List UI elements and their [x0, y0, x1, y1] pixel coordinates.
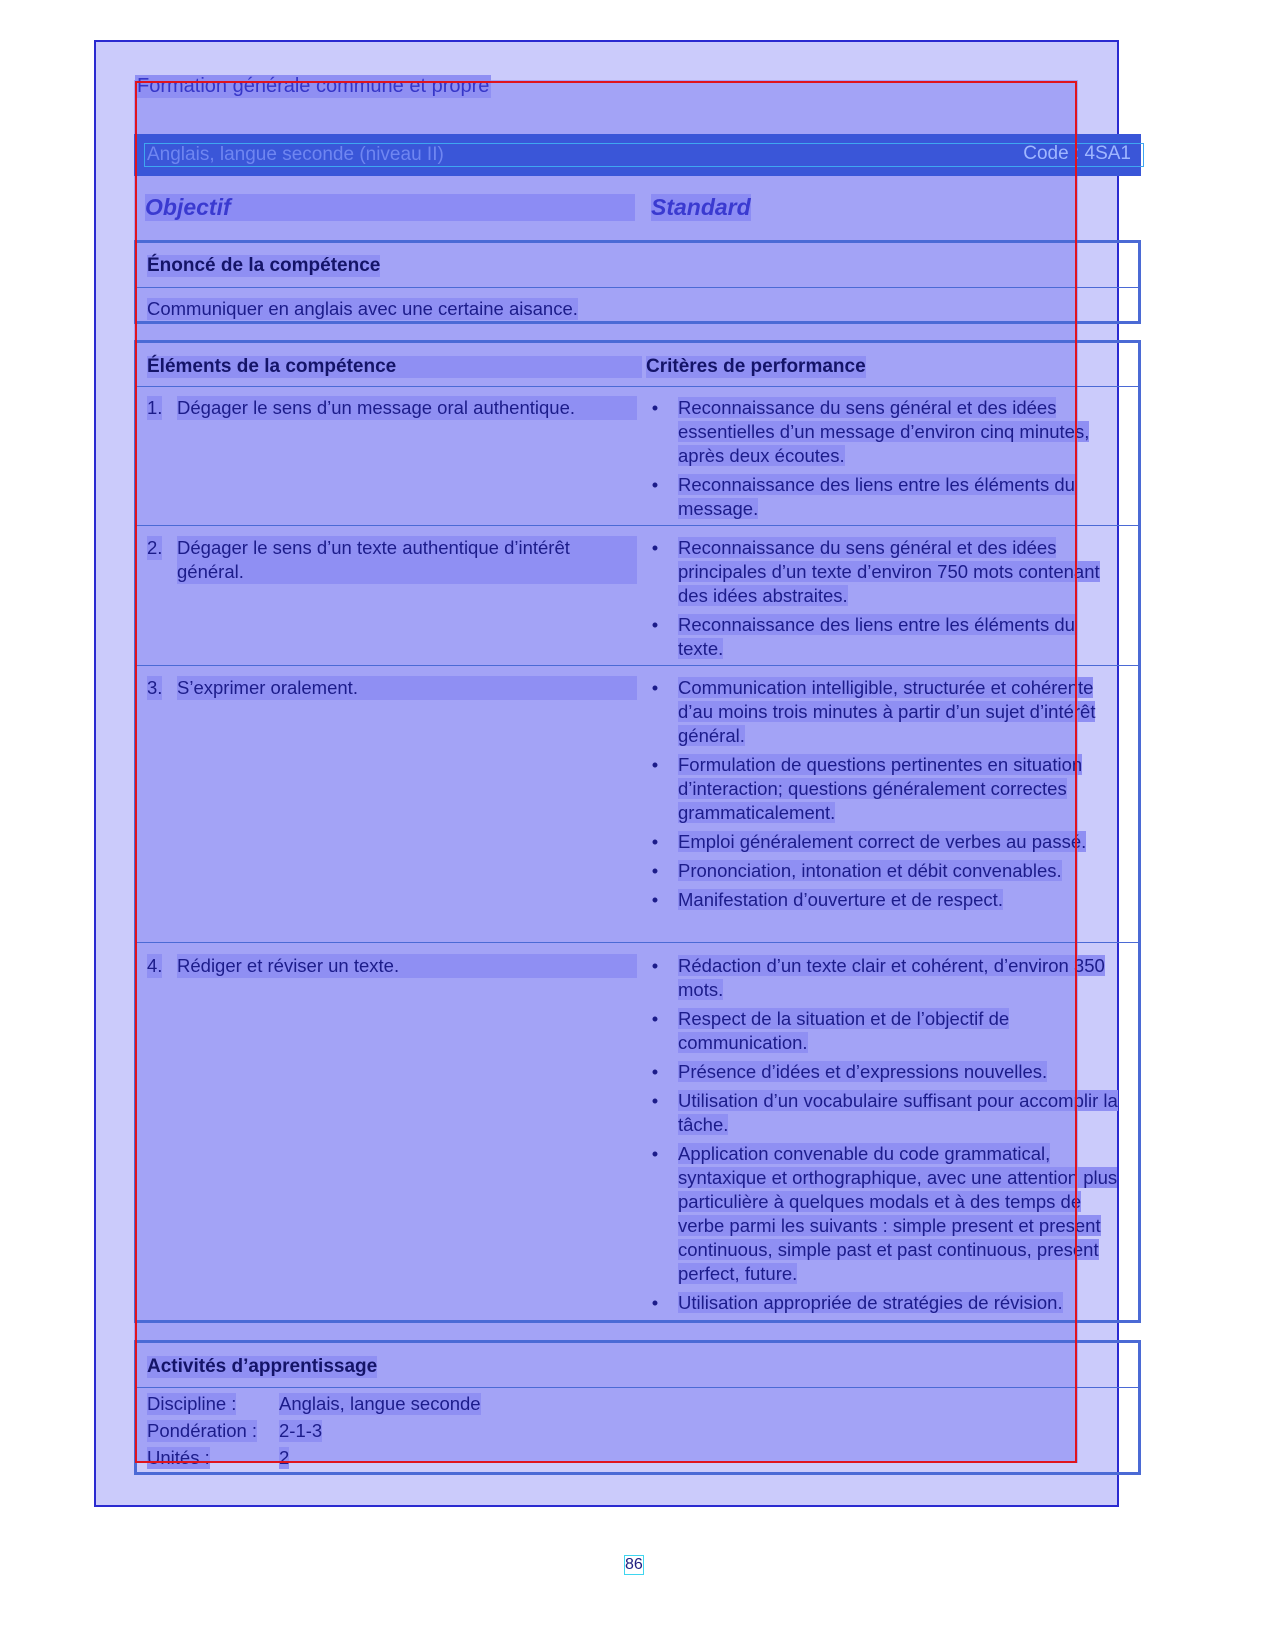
element-text: Rédiger et réviser un texte.: [177, 954, 637, 978]
criterion-text: Manifestation d’ouverture et de respect.: [678, 889, 1003, 910]
element-number: 4.: [147, 955, 163, 976]
page-number: 86: [625, 1556, 643, 1573]
content-outline: [135, 81, 1077, 1463]
activities-label: Activités d’apprentissage: [147, 1356, 378, 1377]
element-number: 1.: [147, 397, 163, 418]
units-value: 2: [279, 1447, 290, 1468]
criterion-text: Reconnaissance du sens général et des idées essentielles d’un message d’environ cinq minutes, après deux écoutes.: [678, 397, 1090, 466]
bullet-icon: •: [651, 537, 659, 558]
bullet-icon: •: [651, 1008, 659, 1029]
elements-header: Éléments de la compétence: [147, 356, 642, 378]
bullet-icon: •: [651, 955, 659, 976]
course-code: Code : 4SA1: [1023, 143, 1131, 164]
criterion-text: Respect de la situation et de l’objectif de communication.: [678, 1008, 1010, 1053]
course-name: Anglais, langue seconde (niveau II): [144, 143, 1144, 167]
element-number: 2.: [147, 537, 163, 558]
bullet-icon: •: [651, 397, 659, 418]
bullet-icon: •: [651, 754, 659, 775]
criterion-text: Reconnaissance des liens entre les éléments du message.: [678, 474, 1075, 519]
criterion-text: Utilisation appropriée de stratégies de révision.: [678, 1292, 1063, 1313]
discipline-value: Anglais, langue seconde: [279, 1393, 481, 1414]
criterion-text: Emploi généralement correct de verbes au passé.: [678, 831, 1087, 852]
competency-statement: Communiquer en anglais avec une certaine aisance.: [147, 298, 578, 319]
criterion-text: Utilisation d’un vocabulaire suffisant pour accomplir la tâche.: [678, 1090, 1118, 1135]
criterion-text: Reconnaissance du sens général et des idées principales d’un texte d’environ 750 mots contenant des idées abstraites.: [678, 537, 1100, 606]
criterion-text: Formulation de questions pertinentes en situation d’interaction; questions généralement correctes grammaticalement.: [678, 754, 1083, 823]
criterion-text: Rédaction d’un texte clair et cohérent, d’environ 350 mots.: [678, 955, 1105, 1000]
criterion-text: Prononciation, intonation et débit convenables.: [678, 860, 1062, 881]
criterion-text: Communication intelligible, structurée et cohérente d’au moins trois minutes à partir d’un sujet d’intérêt général.: [678, 677, 1096, 746]
units-label: Unités :: [147, 1447, 210, 1468]
bullet-icon: •: [651, 1061, 659, 1082]
element-text: Dégager le sens d’un message oral authentique.: [177, 396, 637, 420]
discipline-label: Discipline :: [147, 1393, 237, 1414]
objective-heading: Objectif: [145, 194, 635, 221]
weighting-value: 2-1-3: [279, 1420, 323, 1441]
bullet-icon: •: [651, 677, 659, 698]
bullet-icon: •: [651, 860, 659, 881]
standard-heading: Standard: [651, 194, 751, 220]
bullet-icon: •: [651, 1090, 659, 1111]
bullet-icon: •: [651, 1292, 659, 1313]
element-text: S’exprimer oralement.: [177, 676, 637, 700]
criterion-text: Reconnaissance des liens entre les éléments du texte.: [678, 614, 1075, 659]
section-title: Formation générale commune et propre: [137, 75, 490, 97]
element-text: Dégager le sens d’un texte authentique d’intérêt général.: [177, 536, 637, 584]
bullet-icon: •: [651, 474, 659, 495]
bullet-icon: •: [651, 1143, 659, 1164]
criterion-text: Présence d’idées et d’expressions nouvelles.: [678, 1061, 1048, 1082]
competency-label: Énoncé de la compétence: [147, 255, 381, 276]
bullet-icon: •: [651, 831, 659, 852]
bullet-icon: •: [651, 614, 659, 635]
bullet-icon: •: [651, 889, 659, 910]
criterion-text: Application convenable du code grammatical, syntaxique et orthographique, avec une attention plus particulière à quelques modals et à des temps de verbe parmi les suivants : simple present et present continuous, simple past et past continuous, present perfect, future.: [678, 1143, 1118, 1284]
criteria-header: Critères de performance: [646, 356, 866, 377]
weighting-label: Pondération :: [147, 1420, 258, 1441]
element-number: 3.: [147, 677, 163, 698]
